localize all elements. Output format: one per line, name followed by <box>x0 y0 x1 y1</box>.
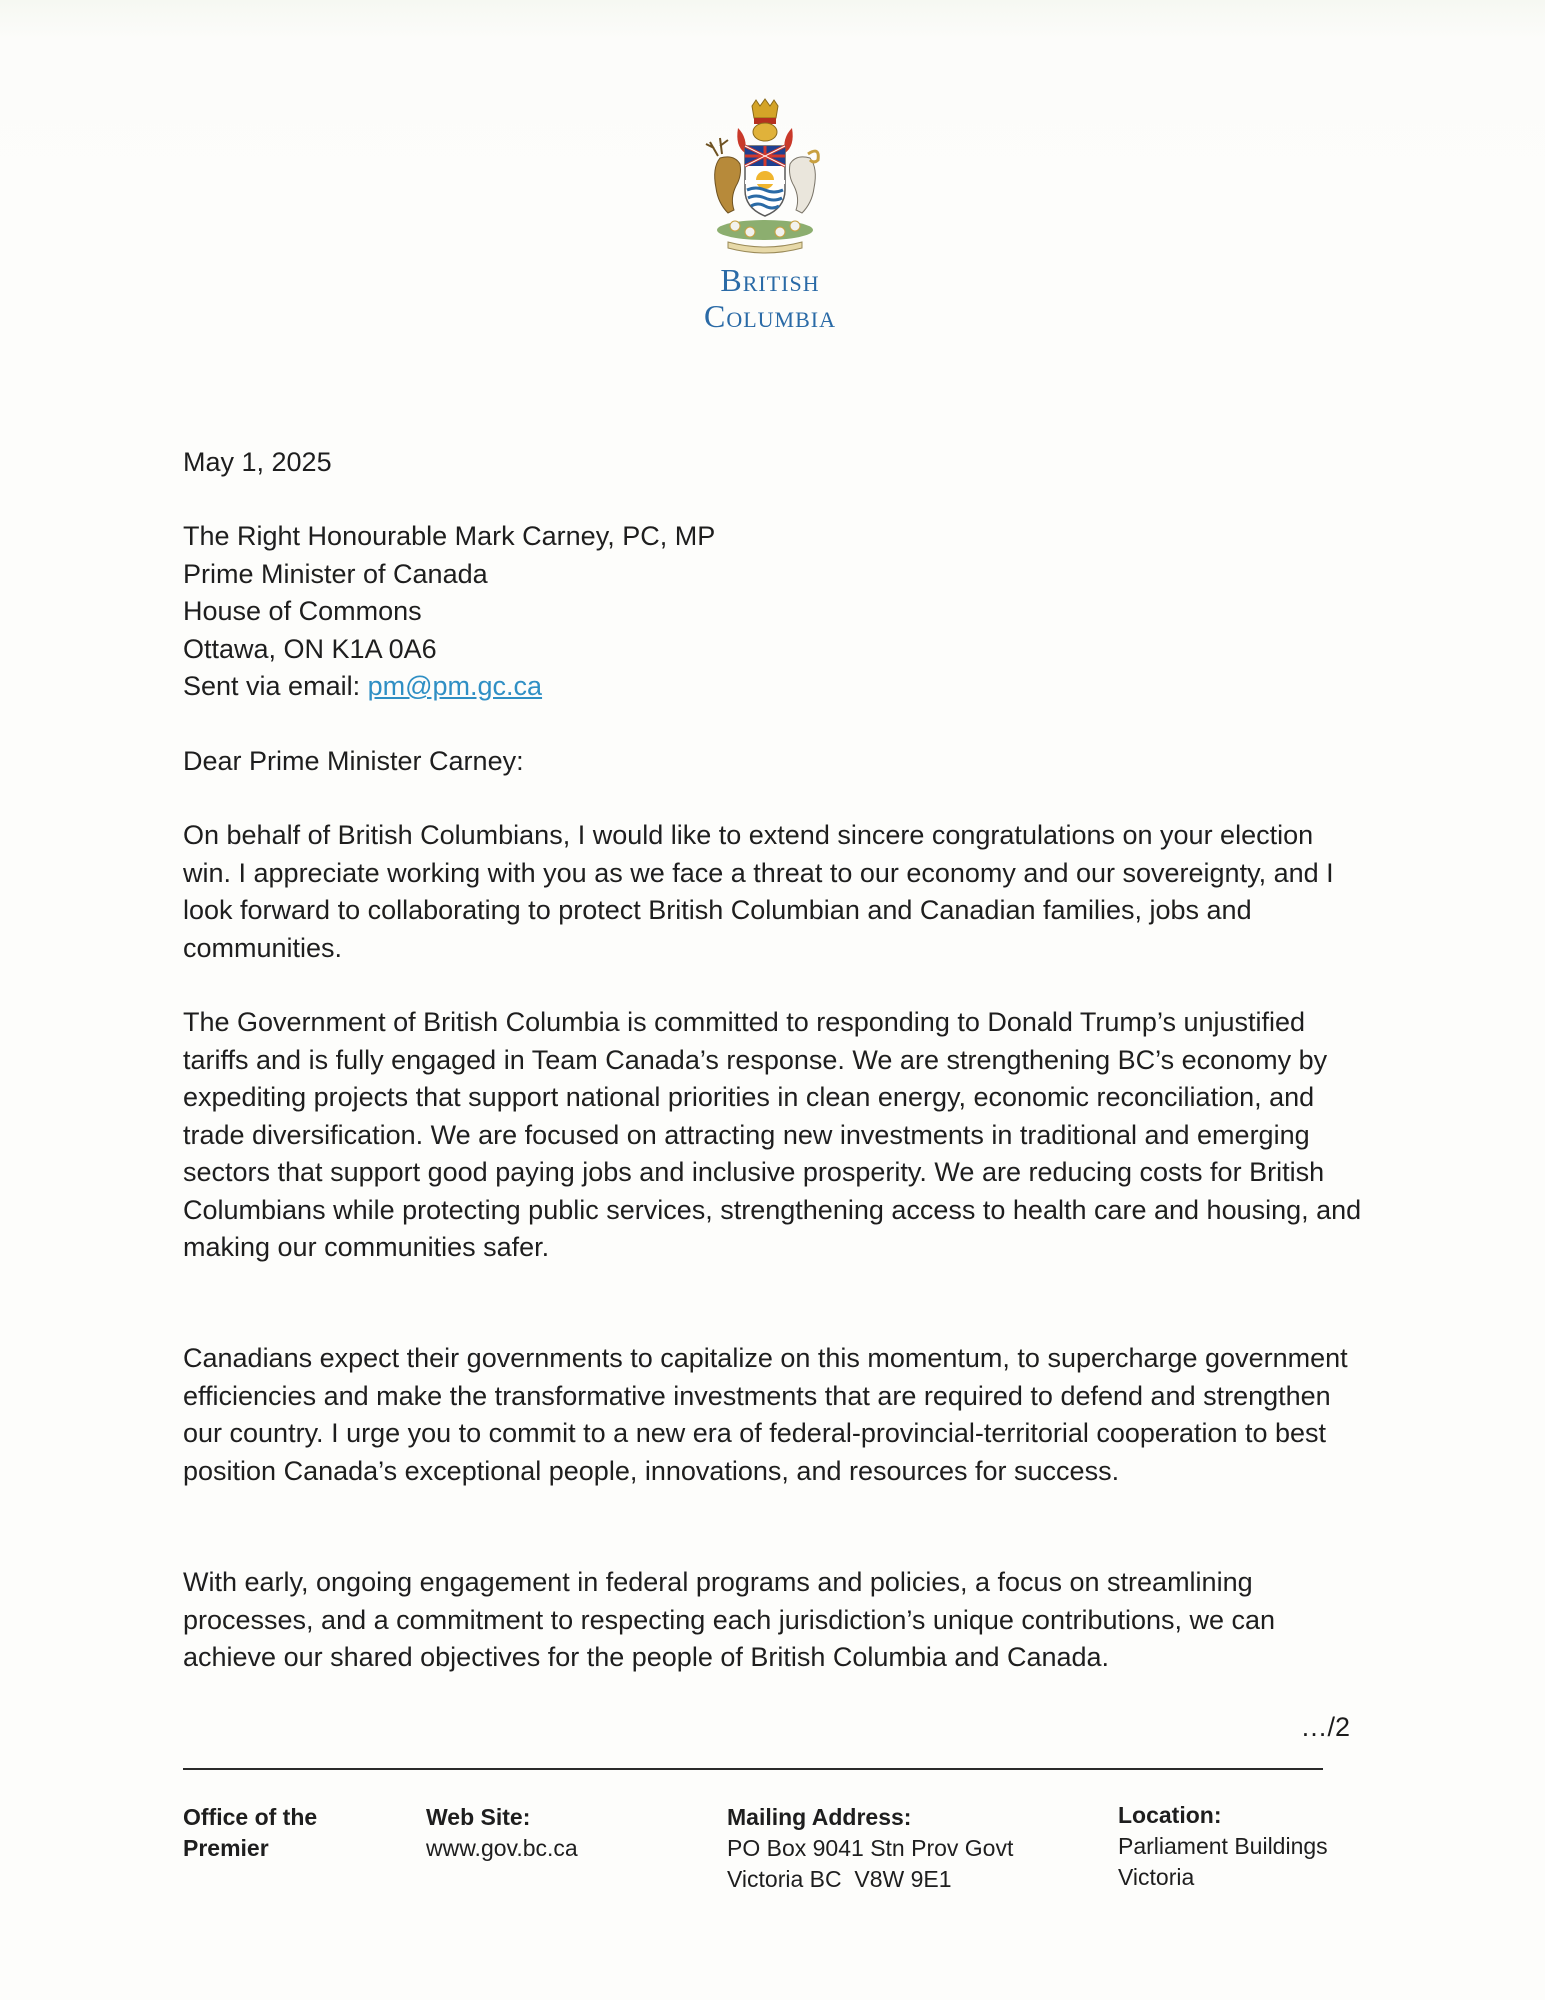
body-paragraph-4: With early, ongoing engagement in federal programs and policies, a focus on streamlining processes, and a commitment to respecting each jurisdiction’s unique contributions, we can achieve our shared objectives for the people of British Columbia and Canada. <box>183 1567 1276 1672</box>
wordmark-line-2: Columbia <box>703 298 836 334</box>
recipient-title: Prime Minister of Canada <box>183 558 488 589</box>
website-label: Web Site: <box>426 1804 531 1830</box>
office-label-line-1: Office of the <box>183 1804 318 1830</box>
recipient-email-line <box>183 668 715 706</box>
recipient-name: The Right Honourable Mark Carney, PC, MP <box>183 521 716 551</box>
province-wordmark <box>640 262 900 334</box>
mailing-line-2: Victoria BC V8W 9E1 <box>727 1866 952 1892</box>
location-line-2: Victoria <box>1118 1864 1195 1890</box>
location-line-1: Parliament Buildings <box>1118 1833 1328 1859</box>
email-link[interactable]: pm@pm.gc.ca <box>367 671 543 701</box>
salutation: Dear Prime Minister Carney: <box>183 746 524 776</box>
location-label: Location: <box>1118 1802 1222 1828</box>
footer-mailing-address <box>727 1802 1013 1895</box>
footer-divider <box>183 1768 1323 1770</box>
footer-location <box>1118 1800 1328 1893</box>
website-value: www.gov.bc.ca <box>426 1835 578 1861</box>
mailing-label: Mailing Address: <box>727 1804 912 1830</box>
office-label-line-2: Premier <box>183 1835 269 1861</box>
mailing-line-1: PO Box 9041 Stn Prov Govt <box>727 1835 1014 1861</box>
body-paragraph-1: On behalf of British Columbians, I would like to extend sincere congratulations on your election win. I appreciate working with you as we face a threat to our economy and our sovereignty, and I look forward to collaborating to protect British Columbian and Canadian families, jobs and communities. <box>183 820 1334 963</box>
body-paragraph-3: Canadians expect their governments to capitalize on this momentum, to supercharge government efficiencies and make the transformative investments that are required to defend and strengthen our country. I urge you to commit to a new era of federal-provincial-territorial cooperation to best position Canada’s exceptional people, innovations, and resources for success. <box>183 1343 1348 1486</box>
body-paragraph-2: The Government of British Columbia is committed to responding to Donald Trump’s unjustified tariffs and is fully engaged in Team Canada’s response. We are strengthening BC’s economy by expediting projects that support national priorities in clean energy, economic reconciliation, and trade diversification. We are focused on attracting new investments in traditional and emerging sectors that support good paying jobs and inclusive prosperity. We are reducing costs for British Columbians while protecting public services, strengthening access to health care and housing, and making our communities safer. <box>183 1007 1362 1262</box>
wordmark-line-1: British <box>720 262 820 298</box>
recipient-city: Ottawa, ON K1A 0A6 <box>183 633 437 664</box>
email-prefix: Sent via email: <box>183 671 368 701</box>
footer-office <box>183 1802 383 1864</box>
bc-coat-of-arms-icon <box>690 98 840 258</box>
recipient-address <box>183 518 715 706</box>
recipient-office: House of Commons <box>183 596 422 626</box>
footer-website <box>426 1802 578 1864</box>
letter-date: May 1, 2025 <box>183 447 332 477</box>
page-continuation-marker: …/2 <box>1300 1712 1350 1742</box>
